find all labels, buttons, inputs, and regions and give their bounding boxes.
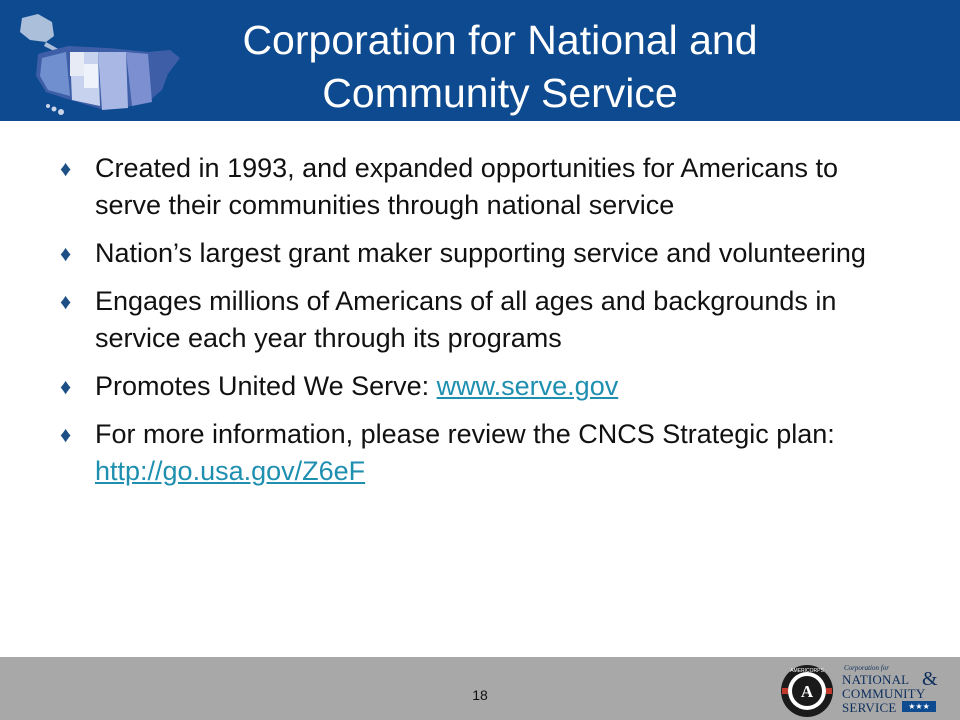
bullet-item bbox=[60, 368, 900, 405]
logo-small-text: Corporation for bbox=[844, 664, 889, 672]
strategic-plan-link[interactable]: http://go.usa.gov/Z6eF bbox=[95, 456, 366, 486]
bullet-item bbox=[60, 235, 900, 272]
cncs-logo bbox=[840, 664, 940, 716]
logo-line-community: COMMUNITY bbox=[842, 686, 926, 701]
diamond-bullet-icon: ♦ bbox=[60, 289, 72, 314]
bullet-list bbox=[60, 150, 900, 501]
bullet-item bbox=[60, 150, 900, 224]
bullet-item bbox=[60, 416, 900, 490]
seal-text: AMERICORPS bbox=[790, 668, 824, 674]
title-line-2: Community Service bbox=[322, 70, 678, 116]
diamond-bullet-icon: ♦ bbox=[60, 374, 72, 399]
page-title bbox=[190, 14, 810, 120]
logo-ampersand: & bbox=[922, 668, 938, 690]
diamond-bullet-icon: ♦ bbox=[60, 241, 72, 266]
americorps-seal-icon bbox=[780, 664, 834, 718]
page-number: 18 bbox=[472, 687, 488, 703]
bullet-text: Nation’s largest grant maker supporting service and volunteering bbox=[95, 238, 866, 268]
us-map-icon bbox=[8, 6, 188, 118]
diamond-bullet-icon: ♦ bbox=[60, 422, 72, 447]
title-line-1: Corporation for National and bbox=[242, 17, 758, 63]
logo-line-national: NATIONAL bbox=[842, 672, 910, 687]
bullet-text: Created in 1993, and expanded opportunities for Americans to serve their communities through national service bbox=[95, 153, 838, 220]
bullet-text: For more information, please review the CNCS Strategic plan: bbox=[95, 419, 835, 449]
slide-header bbox=[0, 0, 960, 121]
diamond-bullet-icon: ♦ bbox=[60, 156, 72, 181]
serve-gov-link[interactable]: www.serve.gov bbox=[436, 371, 619, 401]
logo-stars-icon: ★★★ bbox=[902, 701, 936, 712]
seal-letter: A bbox=[800, 682, 814, 701]
bullet-item bbox=[60, 283, 900, 357]
logo-line-service: SERVICE bbox=[842, 700, 897, 715]
bullet-text: Engages millions of Americans of all ages and backgrounds in service each year through its programs bbox=[95, 286, 837, 353]
bullet-text: Promotes United We Serve: bbox=[95, 371, 437, 401]
